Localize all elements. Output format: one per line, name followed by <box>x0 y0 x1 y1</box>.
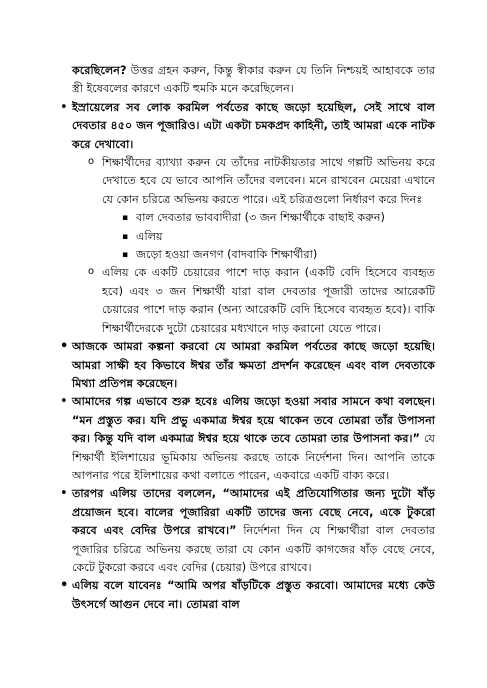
role-item: ▪ জড়ো হওয়া জনগণ (বাদবাকি শিক্ষার্থীরা) <box>136 246 435 264</box>
bullet-1-text: • ইস্রায়েলের সব লোক করমিল পর্বতের কাছে জড়ো হয়েছিল, সেই সাথে বাল দেবতার ৪৫০ জন পূজারিও। এটা একটা চমকপ্রদ কাহিনী, তাই আমরা একে নাটক করে দেখাবো। <box>72 100 435 151</box>
sub-list-item <box>102 154 435 264</box>
list-item: • এলিয় বলে যাবেনঃ “আমি অপর ষাঁড়টিকে প্রস্তুত করবো। আমাদের মধ্যে কেউ উৎসর্গে আগুন দেবে না। তোমরা বাল <box>72 577 435 614</box>
list-item: • আজকে আমরা কল্পনা করবো যে আমরা করমিল পর্বতের কাছে জড়ো হয়েছি। আমরা সাক্ষী হব কিভাবে ঈশ্বর তাঁর ক্ষমতা প্রদর্শন করেছেন এবং বাল দেবতাকে মিথ্যা প্রতিপন্ন করেছেন। <box>72 338 435 393</box>
bullet-3-bold: আমাদের গল্প এভাবে শুরু হবেঃ এলিয় জড়ো হওয়া সবার সামনে কথা বলছেন। “মন প্রস্তুত কর। যদি প্রভু একমাত্র ঈশ্বর হয়ে থাকেন তবে তোমরা তাঁর উপাসনা কর। কিন্তু যদি বাল একমাত্র ঈশ্বর হয়ে থাকে তবে তোমরা তার উপাসনা কর।” <box>72 395 435 446</box>
role-item: ▪ বাল দেবতার ভাববাদীরা (৩ জন শিক্ষার্থীকে বাছাই করুন) <box>136 209 435 227</box>
bullet-4-text: নির্দেশনা দিন যে শিক্ষার্থীরা বাল দেবতার পূজারির চরিত্রে অভিনয় করছে তারা যে কোন একটি কাগজের ষাঁড় বেছে নেবে, কেটে টুকরো করবে এবং বেদির (চেয়ার) উপরে রাখবে। <box>72 524 435 574</box>
list-item <box>72 393 435 485</box>
list-item <box>72 99 435 338</box>
bullet-4-bold: তারপর এলিয় তাদের বললেন, “আমাদের এই প্রতিযোগিতার জন্য দুটো ষাঁড় প্রয়োজন হবে। বালের পূজারিরা একটি তাদের জন্য বেছে নেবে, একে টুকরো করবে এবং বেদির উপরে রাখবে।” <box>72 487 435 538</box>
intro-text: উত্তর গ্রহন করুন, কিন্তু স্বীকার করুন যে তিনি নিশ্চয়ই আহাবকে তার স্ত্রী ইষেবলের কারণে একটি হুমকি মনে করেছিলেন। <box>72 64 435 96</box>
bullet-3-text: যে শিক্ষার্থী ইলিশায়ের ভূমিকায় অভিনয় করছে তাকে নির্দেশনা দিন। আপনি তাকে আপনার পরে ইলিশায়ের কথা বলাতে পারেন, একবারে একটি বাক্য করে। <box>72 432 435 482</box>
sub-list <box>102 154 435 338</box>
list-item <box>72 485 435 577</box>
role-item: ▪ এলিয় <box>136 228 435 246</box>
roles-list <box>136 209 435 264</box>
sub-list-item <box>102 264 435 338</box>
sub-item-2-text: o এলিয় কে একটি চেয়ারের পাশে দাড় করান (একটি বেদি হিসেবে ব্যবহৃত হবে) এবং ৩ জন শিক্ষার্থী যারা বাল দেবতার পূজারী তাদের আরেকটি চেয়ারের পাশে দাড় করান (অন্য আরেকটি বেদি হিসেবে ব্যবহৃত হবে)। বাকি শিক্ষার্থীদেরকে দুটো চেয়ারের মধ্যখানে দাড় করানো যেতে পারে। <box>102 266 435 335</box>
intro-paragraph <box>72 62 435 99</box>
sub-item-1-text: o শিক্ষার্থীদের ব্যাখ্যা করুন যে তাঁদের নাটকীয়তার সাথে গল্পটি অভিনয় করে দেখাতে হবে যে ভাবে আপনি তাঁদের বলবেন। মনে রাখবেন মেয়েরা এখানে যে কোন চরিত্রে অভিনয় করতে পারে। এই চরিত্রগুলো নির্ধারণ করে দিনঃ <box>102 156 435 206</box>
bullet-list <box>72 99 435 614</box>
intro-bold-lead: করেছিলেন? <box>72 64 127 77</box>
